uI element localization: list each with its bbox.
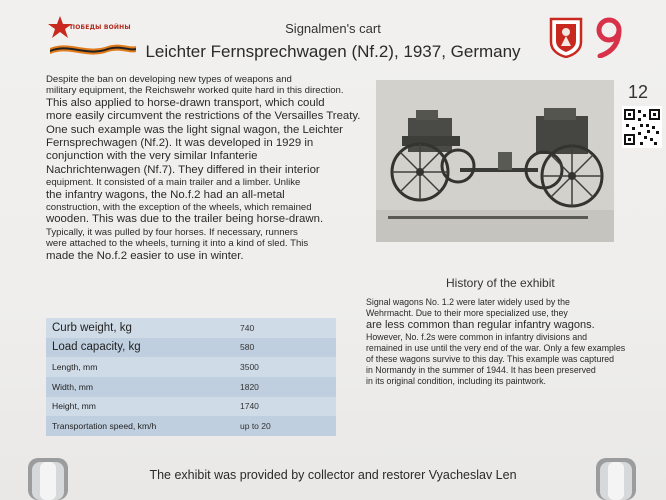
spec-label: Length, mm [52, 362, 98, 373]
logo-text: ПОБЕДЫ ВОЙНЫ [70, 24, 131, 31]
history-line: are less common than regular infantry wagons. [366, 318, 595, 331]
history-line: remained in use until the very end of the war. Only a few examples [366, 343, 626, 354]
footer-credit: The exhibit was provided by collector and restorer Vyacheslav Len [149, 468, 517, 482]
history-line: Signal wagons No. 1.2 were later widely used by the [366, 297, 570, 307]
spec-row [46, 397, 336, 417]
description-line: Despite the ban on developing new types of weapons and [46, 74, 292, 85]
spec-value: 1740 [240, 401, 259, 412]
description-line: This also applied to horse-drawn transport, which could [46, 96, 325, 109]
description-line: Nachrichtenwagen (Nf.7). They differed in their interior [46, 163, 320, 176]
spec-value: 1820 [240, 381, 259, 392]
description-line: construction, with the exception of the wheels, which remained [46, 202, 312, 214]
spec-row [46, 377, 336, 397]
spec-value: up to 20 [240, 421, 271, 432]
description-line: One such example was the light signal wagon, the Leichter [46, 123, 343, 136]
spec-value: 580 [240, 342, 255, 353]
history-line: Wehrmacht. Due to their more specialized use, they [366, 307, 568, 318]
wagon-photo [376, 80, 614, 242]
description-line: wooden. This was due to the trailer being horse-drawn. [46, 213, 324, 226]
spec-value: 740 [240, 322, 255, 333]
moscow-crest-icon [548, 16, 584, 58]
mounting-clip-right-icon [594, 456, 638, 500]
spec-value: 3500 [240, 362, 259, 373]
board-title: Leichter Fernsprechwagen (Nf.2), 1937, Germany [145, 42, 521, 61]
history-line: in its original condition, including its paintwork. [366, 376, 546, 387]
description-line: the infantry wagons, the No.f.2 had an all-metal [46, 188, 285, 201]
description-line: more easily circumvent the restrictions of the Versailles Treaty. [46, 110, 361, 123]
specs-table [46, 318, 336, 436]
description-line: Typically, it was pulled by four horses. If necessary, runners [46, 226, 298, 238]
spec-row [46, 416, 336, 436]
spec-label: Curb weight, kg [52, 321, 132, 334]
description-line: equipment. It consisted of a main trailer and a limber. Unlike [46, 177, 301, 189]
nine-logo-icon [590, 16, 628, 58]
history-title: History of the exhibit [446, 276, 555, 290]
spec-label: Width, mm [52, 381, 94, 392]
description-line: conjunction with the very similar Infanterie [46, 150, 258, 163]
spec-row [46, 338, 336, 358]
description-line: made the No.f.2 easier to use in winter. [46, 249, 244, 262]
history-line: However, No. f.2s were common in infantry divisions and [366, 332, 587, 343]
spec-label: Load capacity, kg [52, 341, 141, 354]
mounting-clip-left-icon [26, 456, 70, 500]
description-text [46, 74, 361, 263]
spec-row [46, 318, 336, 338]
description-line: military equipment, the Reichswehr worked quite hard in this direction. [46, 85, 344, 97]
history-line: of these wagons survive to this day. This example was captured [366, 354, 615, 365]
history-line: in Normandy in the summer of 1944. It has been preserved [366, 365, 596, 376]
spec-label: Transportation speed, km/h [52, 421, 157, 432]
exhibit-number: 12 [628, 82, 649, 102]
board-subtitle: Signalmen's cart [285, 21, 381, 36]
history-text [366, 297, 656, 387]
qr-code-icon[interactable] [622, 106, 662, 148]
spec-label: Height, mm [52, 401, 96, 412]
description-line: were attached to the wheels, turning it into a kind of sled. This [46, 238, 309, 250]
spec-row [46, 357, 336, 377]
description-line: Fernsprechwagen (Nf.2). It was developed in 1929 in [46, 136, 314, 149]
